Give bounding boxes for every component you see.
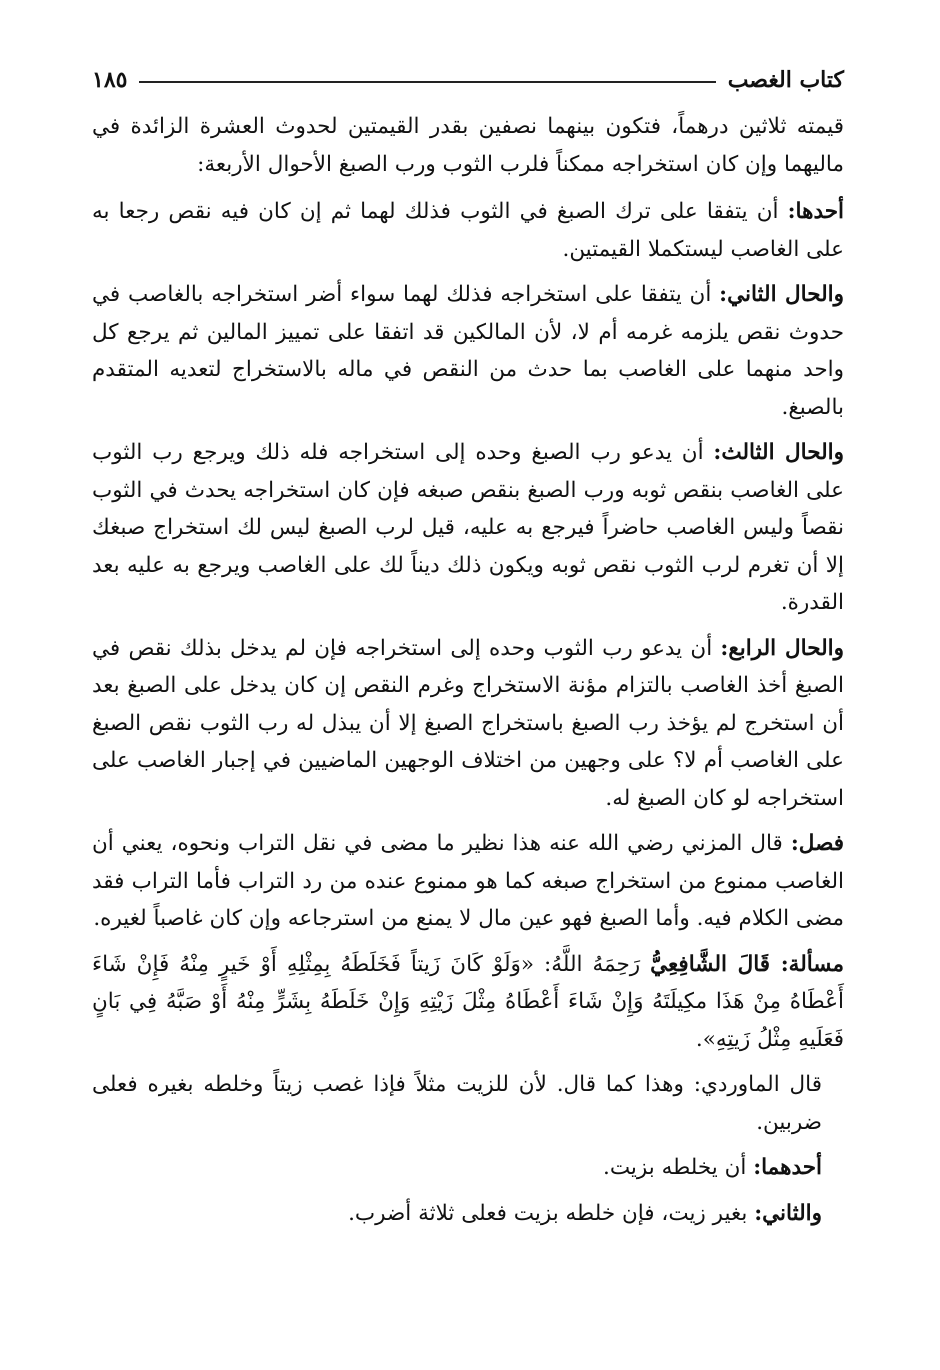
header-rule xyxy=(139,81,715,83)
paragraph-first-case xyxy=(92,193,844,268)
paragraph-intro xyxy=(92,108,844,183)
paragraph-text: أن يدعو رب الصبغ وحده إلى استخراجه فله ذلك ويرجع رب الثوب على الغاصب بنقص ثوبه ورب الصبغ بنقص صبغه فإن كان استخراجه يحدث في الثوب نقصاً وليس الغاصب حاضراً فيرجع به عليه، قيل لرب الصبغ ليس لك استخراج صبغك إلا أن تغرم لرب الثوب نقص ثوبه ويكون ذلك ديناً لك على الغاصب ويرجع به عليه بعد القدرة. xyxy=(92,440,844,615)
paragraph-text: أن يخلطه بزيت. xyxy=(602,1155,747,1180)
page-body xyxy=(92,108,844,1232)
paragraph-lead: والثاني: xyxy=(754,1200,822,1226)
paragraph-text: أن يتفقا على ترك الصبغ في الثوب فذلك لهما ثم إن كان فيه نقص رجعا به على الغاصب ليستكملا القيمتين. xyxy=(92,199,844,262)
paragraph-text: أن يدعو رب الثوب وحده إلى استخراجه فإن لم يدخل بذلك نقص في الصبغ أخذ الغاصب بالتزام مؤنة الاستخراج وغرم النقص إن كان يدخل على الصبغ بعد أن استخرج لم يؤخذ رب الصبغ باستخراج الصبغ إلا أن يبذل له رب الثوب نقص الصبغ على الغاصب أم لا؟ على وجهين من اختلاف الوجهين الماضيين في إجبار الغاصب على استخراجه لو كان الصبغ له. xyxy=(92,635,844,811)
paragraph-lead: والحال الثاني: xyxy=(719,282,844,307)
paragraph-text: رَحِمَهُ اللَّهُ: «وَلَوْ كَانَ زَيتاً فَخَلَطَهُ بِمِثْلِهِ أَوْ خَيرٍ مِنْهُ فَإِنْ شَاءَ أَعْطَاهُ مِنْ هَذَا مكِيلَتَهُ وَإِنْ شَاءَ أَعْطَاهُ مِثْلَ زَيْتِهِ وَإِنْ خَلَطَهُ بِشَرٍّ مِنْهُ أَوْ صَبَّهُ فِي بَانٍ فَعَلَيهِ مِثْلُ زَيتِهِ». xyxy=(92,951,844,1052)
paragraph-issue xyxy=(92,946,844,1059)
paragraph-text: بغير زيت، فإن خلطه بزيت فعلى ثلاثة أضرب. xyxy=(348,1200,748,1226)
paragraph-fourth-case xyxy=(92,630,844,818)
paragraph-lead: أحدهما: xyxy=(753,1155,822,1180)
paragraph-lead: والحال الرابع: xyxy=(720,635,844,661)
book-title: كتاب الغصب xyxy=(727,67,844,93)
paragraph-lead: أحدها: xyxy=(787,199,844,224)
paragraph-text: قيمته ثلاثين درهماً، فتكون بينهما نصفين بقدر القيمتين لحدوث العشرة الزائدة في ماليهما وإن كان استخراجه ممكناً فلرب الثوب ورب الصبغ الأحوال الأربعة: xyxy=(92,114,844,177)
paragraph-text: قال الماوردي: وهذا كما قال. لأن للزيت مثلاً فإذا غصب زيتاً وخلطه بغيره فعلى ضربين. xyxy=(92,1072,822,1135)
paragraph-text: أن يتفقا على استخراجه فذلك لهما سواء أضر استخراجه بالغاصب في حدوث نقص يلزمه غرمه أم لا، لأن المالكين قد اتفقا على تمييز المالين ثم يرجع كل واحد منهما على الغاصب بما حدث من النقص في ماله بالاستخراج لتعديه المتقدم بالصبغ. xyxy=(92,282,844,420)
paragraph-lead: مسألة: قَالَ الشَّافِعِيُّ xyxy=(650,951,844,977)
paragraph-first-type xyxy=(92,1149,844,1187)
paragraph-second-case xyxy=(92,276,844,426)
paragraph-lead: والحال الثالث: xyxy=(713,440,844,465)
paragraph-mawardi xyxy=(92,1066,844,1141)
paragraph-lead: فصل: xyxy=(790,831,844,856)
paragraph-text: قال المزني رضي الله عنه هذا نظير ما مضى في نقل التراب ونحوه، يعني أن الغاصب ممنوع من استخراج صبغه كما هو ممنوع عنده من رد التراب فأما التراب فقد مضى الكلام فيه. وأما الصبغ فهو عين مال لا يمنع من استرجاعه وإن كان غاصباً لغيره. xyxy=(92,831,844,931)
page-number: ١٨٥ xyxy=(92,67,128,93)
paragraph-section xyxy=(92,825,844,938)
paragraph-third-case xyxy=(92,434,844,622)
paragraph-second-type xyxy=(92,1195,844,1233)
page-header xyxy=(92,62,844,98)
